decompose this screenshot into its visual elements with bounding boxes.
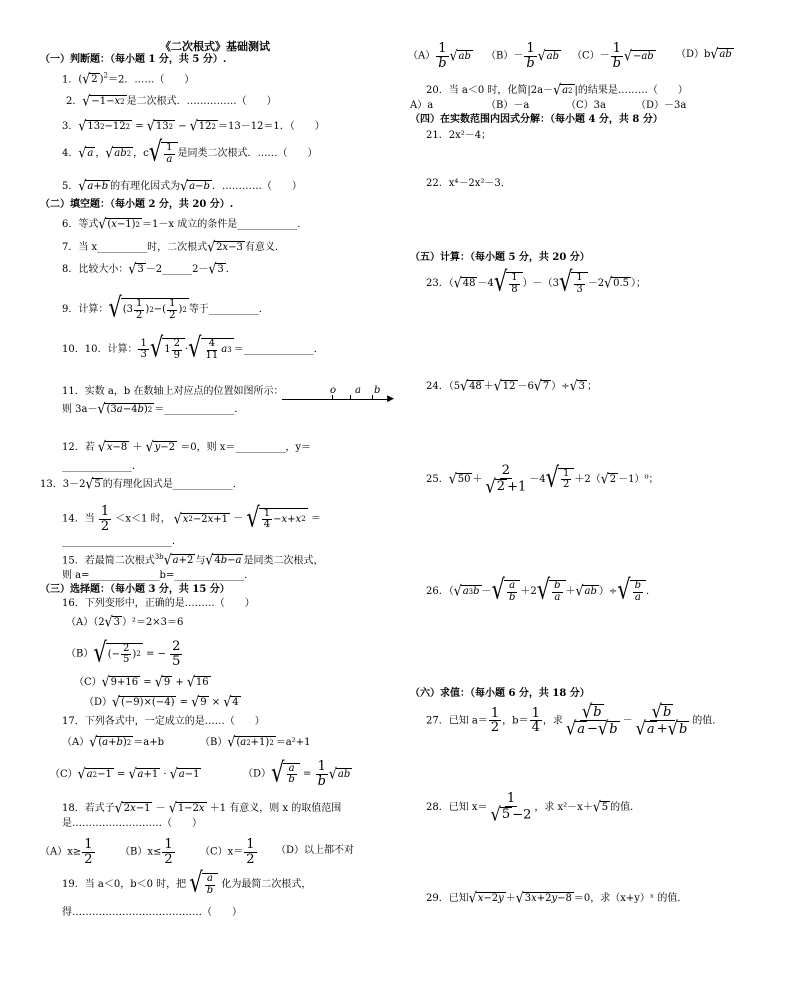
question-10: 10．10．计算： $\frac{1}{3}$ √ 1 $\frac{2}{9}$ · √ $\frac{4}{11}$ a 3 ＝______________． [62, 331, 324, 364]
question-6: 6．等式 √ ( x −1) 2 ＝1－x 成立的条件是____________． [62, 214, 308, 232]
question-12-cont: ______________． [62, 461, 142, 472]
section-1-heading: （一）判断题：（每小题 1 分，共 5 分）. [40, 54, 227, 65]
question-11-text: 11．实数 a，b 在数轴上对应点的位置如图所示： [62, 386, 284, 397]
number-line-label-o: o [330, 385, 337, 396]
question-19: 19．当 a＜0，b＜0 时，把 √ $\frac{a}{b}$ 化为最简二次根式， [62, 866, 312, 899]
question-23: 23．（ √ 48 －4 √ $\frac{1}{8}$ ）－（3 √ $\frac{1}{3}$ －2 √ 0.5 ）； [426, 265, 646, 298]
section-2-heading: （二）填空题：（每小题 2 分，共 20 分）. [40, 199, 234, 210]
question-28: 28．已知 x＝ 1 √ 5 −2 ，求 x²－x＋ √ 5 的值． [426, 791, 641, 825]
number-line-label-b: b [374, 385, 381, 396]
option-18a: （A）x≥ $\frac{1}{2}$ [40, 837, 93, 867]
section-4-heading: （四）在实数范围内因式分解：（每小题 4 分，共 8 分） [410, 114, 663, 125]
question-27: 27．已知 a＝ $\frac{1}{2}$ ，b＝ $\frac{1}{4}$ ，求 √ b √ a − √ b － √ b √ a + √ b 的值． [426, 700, 723, 740]
question-21: 21．2x²－4； [426, 130, 492, 141]
question-18-cont: 是………………………（ ） [62, 818, 202, 829]
option-20a: A）a [410, 100, 434, 111]
question-7: 7．当 x__________时，二次根式 √ 2 x −3 有意义． [62, 237, 285, 255]
option-18c: （C）x＝ $\frac{1}{2}$ [200, 837, 255, 867]
number-line-label-a: a [355, 385, 361, 396]
question-14: 14．当 $\frac{1}{2}$ ＜x＜1 时， √ x 2 −2 x +1 － √ $\frac{1}{4}$ − x + x 2 ＝ [62, 501, 321, 534]
number-line: ▶ [282, 399, 390, 400]
question-26: 26．（ √ a 3 b － √ $\frac{a}{b}$ ＋2 √ $\frac{b}{a}$ ＋ √ ab ）÷ √ $\frac{b}{a}$ ． [426, 573, 657, 606]
question-12: 12．若 √ x −8 ＋ √ y −2 ＝0，则 x＝__________，y＝ [62, 437, 312, 455]
option-20c: （C）3a [566, 100, 606, 111]
option-17a: （A） √ ( a + b ) 2 ＝a+b [62, 732, 164, 750]
question-25: 25． √ 50 ＋ 2 √ 2 +1 －4 √ $\frac{1}{2}$ ＋2（ √ 2 －1）⁰； [426, 461, 659, 497]
option-16a: （A）（2 √ 3 ）²＝2×3＝6 [66, 612, 184, 630]
option-17b: （B） √ ( a 2 +1) 2 ＝a²+1 [200, 732, 311, 750]
section-5-heading: （五）计算：（每小题 5 分，共 20 分） [410, 252, 590, 263]
question-22: 22．x⁴－2x²－3． [426, 178, 511, 189]
question-17: 17．下列各式中，一定成立的是……（ ） [62, 716, 265, 727]
question-29: 29．已知 √ x −2 y ＋ √ 3 x +2 y −8 ＝0，求（x+y）ˣ 的值． [426, 888, 688, 906]
option-20b: （B）－a [486, 100, 530, 111]
question-15: 15．若最简二次根式$^{3b}$ √ a +2 与 √ 4 b − a 是同类二次根式， [62, 551, 324, 569]
option-16c: （C） √ 9+16 = √ 9 + √ 16 [74, 672, 209, 690]
option-16d: （D） √ (−9)×(−4) = √ 9 × √ 4 [84, 692, 239, 710]
question-18: 18．若式子 √ 2 x −1 － √ 1−2 x ＋1 有意义，则 x 的取值范围 [62, 798, 342, 816]
section-6-heading: （六）求值：（每小题 6 分，共 18 分） [410, 688, 590, 699]
option-17c: （C） √ a 2 −1 = √ a +1 · √ a −1 [50, 764, 200, 782]
question-15-cont: 则 a=______________b=______________． [62, 570, 255, 581]
question-20: 20．当 a＜0 时，化简|2a－ √ a 2 |的结果是………（ ） [426, 80, 688, 98]
section-3-heading: （三）选择题：（每小题 3 分，共 15 分） [40, 584, 230, 595]
question-16: 16．下列变形中，正确的是………（ ） [62, 598, 255, 609]
option-19d: （D）b √ ab [676, 44, 732, 62]
option-16b: （B） √ (− $\frac{2}{5}$ ) 2 = − $\frac{2}{5}$ [66, 636, 181, 669]
question-24: 24．（5 √ 48 ＋ √ 12 －6 √ 7 ）÷ √ 3 ； [426, 376, 597, 394]
question-8: 8．比较大小： √ 3 －2______2－ √ 3 ． [62, 259, 236, 277]
question-11: 则 3a－ √ (3 a −4 b ) 2 ＝______________． [62, 399, 245, 417]
option-17d: （D） √ $\frac{a}{b}$ = $\frac{1}{b}$ √ ab [243, 756, 351, 789]
question-9: 9．计算： √ (3 $\frac{1}{2}$ ) 2 −( $\frac{1}{2}$ ) 2 等于__________． [62, 291, 269, 324]
question-19-cont: 得…………………………………（ ） [62, 907, 242, 918]
question-13: 13．3－2 √ 5 的有理化因式是____________． [40, 474, 243, 492]
question-3: 3． √ 13 2 −12 2 = √ 13 2 − √ 12 2 ＝13－12＝1．（ ） [62, 116, 325, 134]
question-14-cont: ______________________． [62, 536, 182, 547]
option-18b: （B）x≤ $\frac{1}{2}$ [120, 837, 173, 867]
question-5: 5． √ a + b 的有理化因式为 √ a − b ．…………（ ） [62, 176, 302, 194]
question-2: 2． √ −1− x 2 是二次根式．……………（ ） [66, 91, 277, 109]
question-1: 1．( √ 2 )$^2$＝2．……（ ） [62, 70, 195, 88]
page-title: 《二次根式》基础测试 [160, 40, 270, 53]
option-19c: （C）－ $\frac{1}{b}$ √ − ab [572, 41, 654, 71]
option-19a: （A） $\frac{1}{b}$ √ ab [408, 41, 471, 71]
option-18d: （D）以上都不对 [276, 845, 355, 856]
option-19b: （B）－ $\frac{1}{b}$ √ ab [486, 41, 560, 71]
option-20d: （D）－3a [636, 100, 687, 111]
question-4: 4． √ a ， √ ab 2 ，c √ $\frac{1}{a}$ 是同类二次根式．……（ ） [62, 135, 318, 168]
